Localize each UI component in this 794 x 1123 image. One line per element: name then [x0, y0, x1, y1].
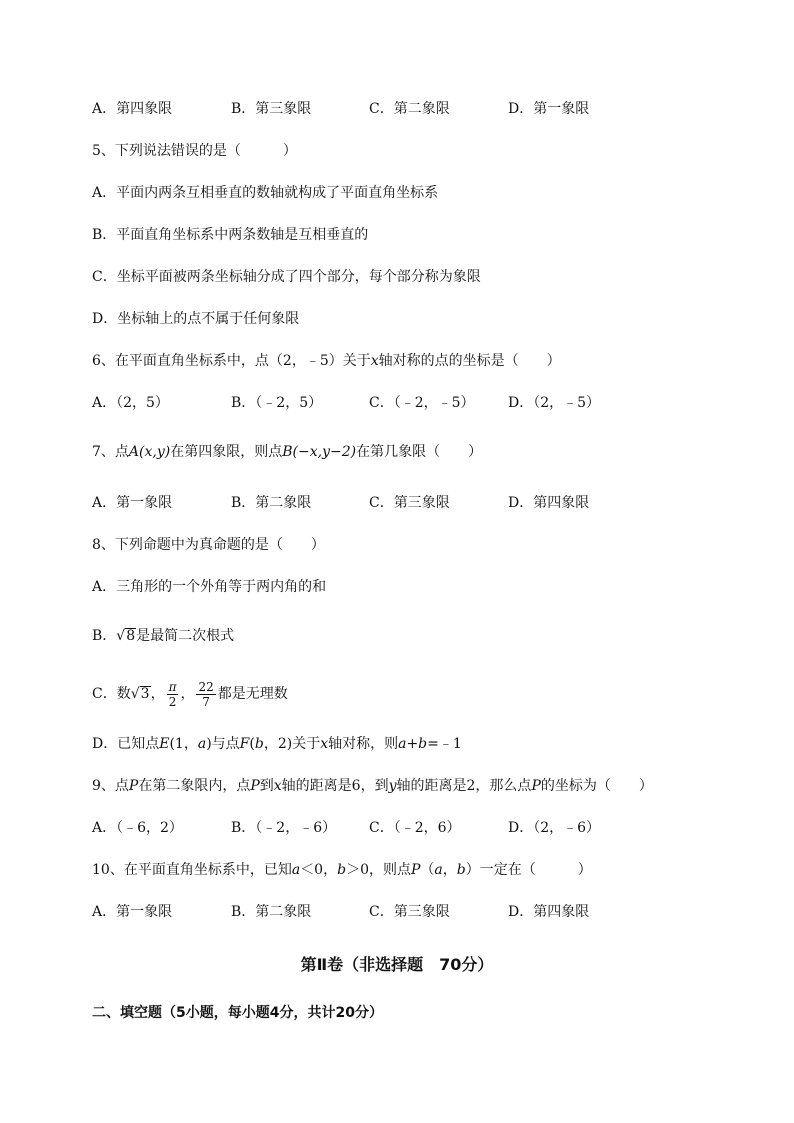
q6-stem-pre: 6、在平面直角坐标系中，点（2，﹣5）关于	[92, 353, 371, 369]
q9-text-2: 在第二象限内，点	[138, 778, 251, 794]
q7-stem	[92, 443, 482, 461]
q6-option-a: A．（2，5）	[92, 395, 169, 411]
q8-option-b	[92, 627, 234, 645]
q10-stem	[92, 861, 592, 879]
q9-option-d: D．（2，﹣6）	[508, 820, 601, 836]
q10-text-1: 10、在平面直角坐标系中，已知	[92, 862, 292, 878]
q10-var-a-1: a	[291, 862, 301, 878]
q9-var-y: y	[388, 778, 397, 794]
q8-d-text-6: 轴对称，则	[328, 736, 399, 752]
q9-option-a: A．（﹣6，2）	[92, 820, 183, 836]
q4-options	[92, 100, 712, 118]
q8-sqrt-8: √8	[116, 628, 136, 644]
q9-text-3: 到	[259, 778, 274, 794]
q8-stem: 8、下列命题中为真命题的是（ ）	[92, 537, 325, 553]
q10-var-b-1: b	[337, 862, 347, 878]
q8-d-var-x: x	[320, 736, 329, 752]
q8-d-text-4: (	[249, 736, 255, 752]
q9-text-4: 轴的距离是6，到	[281, 778, 389, 794]
q10-option-d: D．第四象限	[508, 904, 590, 920]
q8-option-c-label: C．数	[92, 686, 131, 702]
q10-option-a: A．第一象限	[92, 904, 173, 920]
q7-option-a: A．第一象限	[92, 495, 173, 511]
q8-sep-1: ，	[150, 686, 165, 702]
q8-d-text-5: ，2)关于	[263, 736, 321, 752]
q9-text-5: 轴的距离是2，那么点	[396, 778, 532, 794]
q6-option-d: D．（2，﹣5）	[508, 395, 601, 411]
q9-point-p-3: P	[531, 778, 541, 794]
q5-stem: 5、下列说法错误的是（ ）	[92, 143, 297, 159]
q7-point-a: A	[128, 444, 140, 460]
q9-text-6: 的坐标为（ ）	[540, 778, 653, 794]
q8-fraction-22-over-7	[196, 680, 215, 709]
q8-frac-pi-den: 2	[168, 694, 177, 709]
q7-option-c: C．第三象限	[369, 495, 450, 511]
q6-stem-post: 轴对称的点的坐标是（ ）	[378, 353, 561, 369]
q9-text-1: 9、点	[92, 778, 129, 794]
q9-point-p-2: P	[250, 778, 260, 794]
q5-option-a: A．平面内两条互相垂直的数轴就构成了平面直角坐标系	[92, 185, 439, 201]
q10-option-b: B．第二象限	[231, 904, 312, 920]
q4-option-d: D．第一象限	[508, 101, 590, 117]
q7-point-b: B	[282, 444, 293, 460]
q8-d-var-ab: a+b	[398, 736, 428, 752]
q10-text-3: ＞0，则点	[346, 862, 411, 878]
q8-sep-2: ，	[180, 686, 195, 702]
q8-option-c-text: 都是无理数	[217, 686, 288, 702]
q7-option-b: B．第二象限	[231, 495, 312, 511]
q8-sqrt-8-radicand: 8	[126, 628, 136, 644]
q8-frac-num: 22	[198, 679, 214, 694]
q8-d-var-a: a	[197, 736, 207, 752]
q8-d-var-b: b	[254, 736, 264, 752]
part-title: 二、填空题（5小题，每小题4分，共计20分）	[92, 1005, 383, 1021]
q5-option-b: B．平面直角坐标系中两条数轴是互相垂直的	[92, 227, 369, 243]
q10-text-2: ＜0，	[300, 862, 338, 878]
q7-option-d: D．第四象限	[508, 495, 590, 511]
q8-d-text-3: )与点	[206, 736, 240, 752]
q10-text-5: ，	[442, 862, 457, 878]
q8-d-point-e: E	[159, 736, 170, 752]
q8-option-b-text: 是最简二次根式	[136, 628, 235, 644]
q10-point-p: P	[411, 862, 421, 878]
q5-option-c: C．坐标平面被两条坐标轴分成了四个部分，每个部分称为象限	[92, 269, 481, 285]
q9-point-p-1: P	[128, 778, 139, 794]
q8-option-b-label: B．	[92, 628, 117, 644]
section-title: 第Ⅱ卷（非选择题 70分）	[300, 955, 494, 974]
q8-fraction-pi-over-2	[167, 680, 179, 709]
q6-options	[92, 394, 712, 412]
q8-sqrt-3-radicand: 3	[140, 686, 150, 702]
q7-args-b: (−x,y−2)	[292, 444, 357, 460]
q10-text-6: ）一定在（ ）	[465, 862, 592, 878]
q8-d-text-2: (1，	[169, 736, 198, 752]
q8-option-a: A．三角形的一个外角等于两内角的和	[92, 579, 327, 595]
q8-d-text-7: =﹣1	[427, 736, 462, 752]
q7-text-2: 在第四象限，则点	[170, 444, 283, 460]
q9-option-b: B．（﹣2，﹣6）	[231, 820, 337, 836]
q9-stem	[92, 777, 653, 795]
q9-options	[92, 819, 712, 837]
q8-sqrt-3: √3	[130, 686, 150, 702]
q7-text-1: 7、点	[92, 444, 129, 460]
q4-option-c: C．第二象限	[369, 101, 450, 117]
q8-option-c	[92, 678, 288, 710]
q9-var-x: x	[273, 778, 282, 794]
q10-var-a-2: a	[434, 862, 443, 878]
q4-option-a: A．第四象限	[92, 101, 173, 117]
q6-var-x: x	[370, 353, 379, 369]
q8-frac-pi-num: π	[168, 679, 177, 694]
q10-var-b-2: b	[456, 862, 466, 878]
q8-frac-den: 7	[202, 694, 210, 709]
q8-d-point-f: F	[239, 736, 250, 752]
q7-options	[92, 494, 712, 512]
q5-option-d: D．坐标轴上的点不属于任何象限	[92, 311, 300, 327]
q8-d-text-1: D．已知点	[92, 736, 160, 752]
q8-option-d	[92, 735, 462, 753]
q6-stem	[92, 352, 561, 370]
q9-option-c: C．（﹣2，6）	[369, 820, 461, 836]
q7-args-a: (x,y)	[139, 444, 171, 460]
q10-option-c: C．第三象限	[369, 904, 450, 920]
q7-text-3: 在第几象限（ ）	[356, 444, 483, 460]
q6-option-b: B．（﹣2，5）	[231, 395, 323, 411]
q10-options	[92, 903, 712, 921]
q10-text-4: （	[420, 862, 435, 878]
q6-option-c: C．（﹣2，﹣5）	[369, 395, 475, 411]
q4-option-b: B．第三象限	[231, 101, 312, 117]
